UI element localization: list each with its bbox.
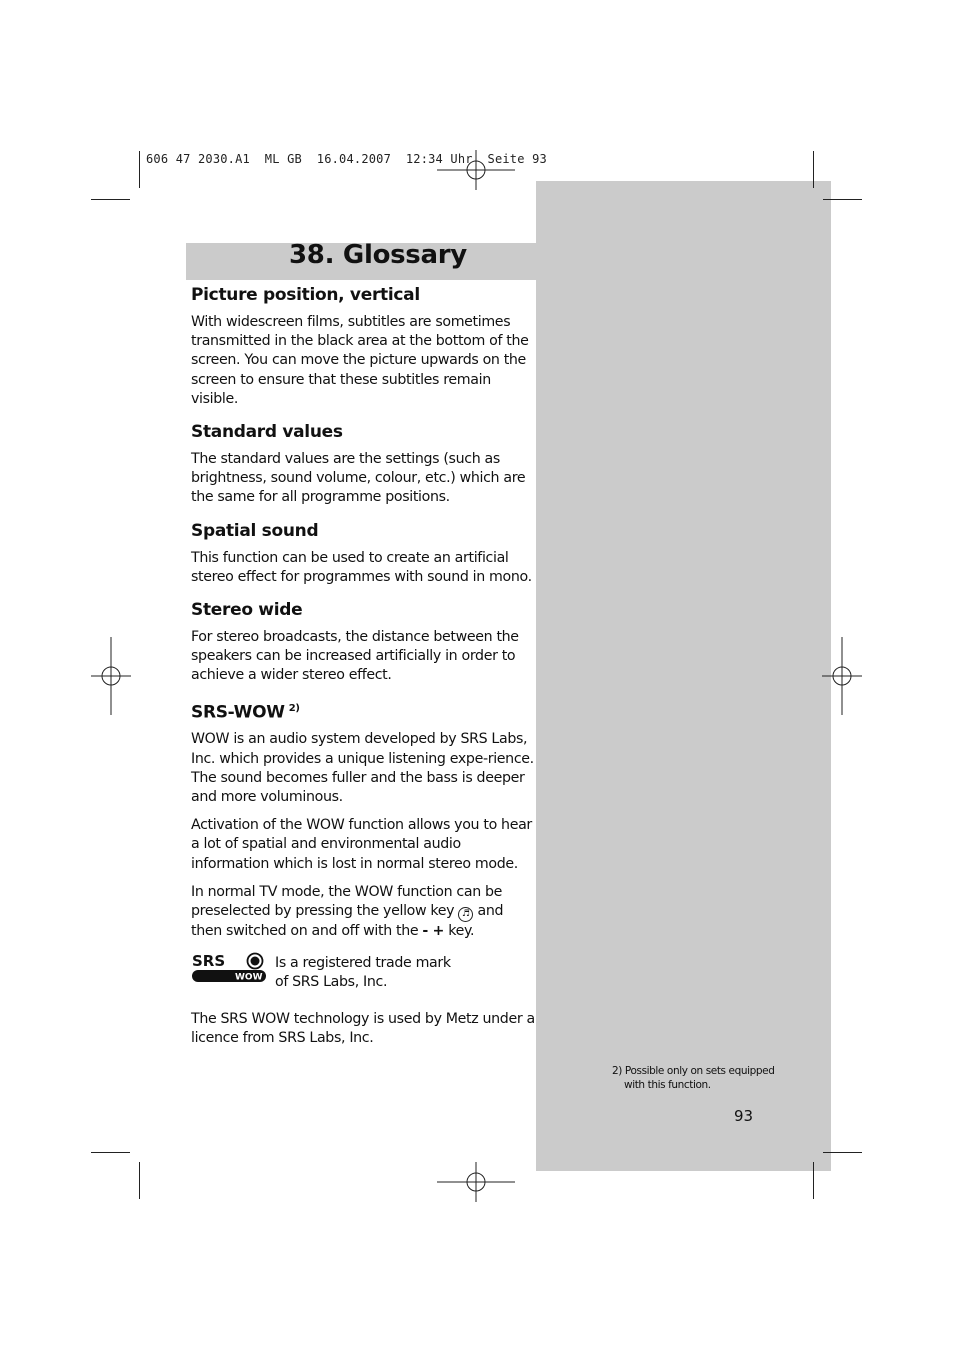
entry-text: For stereo broadcasts, the distance between the speakers can be increased artificially in order to achieve a wider stereo effect. bbox=[191, 629, 519, 684]
entry-text-licence: The SRS WOW technology is used by Metz under a licence from SRS Labs, Inc. bbox=[191, 1010, 535, 1046]
registration-mark-icon bbox=[437, 150, 515, 190]
registration-mark-icon bbox=[822, 637, 862, 715]
crop-mark bbox=[813, 1162, 814, 1199]
srs-logo-dot bbox=[251, 957, 260, 966]
registration-mark-icon bbox=[437, 1162, 515, 1202]
page-title: 38. Glossary bbox=[289, 240, 467, 270]
grey-sidebar-panel bbox=[536, 181, 831, 1171]
registration-mark-icon bbox=[91, 637, 131, 715]
minus-plus-keys: - + bbox=[422, 922, 445, 939]
srs-logo-text: SRS bbox=[192, 952, 226, 971]
entry-heading bbox=[191, 695, 536, 727]
entry-text-yellow-key bbox=[191, 883, 536, 941]
trademark-line-1: Is a registered trade mark bbox=[275, 955, 451, 972]
yellow-key-icon: ♬ bbox=[458, 907, 473, 922]
glossary-content bbox=[191, 281, 536, 1057]
entry-heading: Stereo wide bbox=[191, 600, 303, 621]
glossary-entry-stereo-wide bbox=[191, 596, 536, 686]
entry-text: With widescreen films, subtitles are sometimes transmitted in the black area at the bottom of the screen. You can move the picture upwards on the screen to ensure that these subtitles remain visible. bbox=[191, 314, 529, 407]
crop-mark bbox=[823, 1152, 862, 1153]
trademark-text bbox=[275, 954, 451, 992]
key-text-after: and then switched on and off with the bbox=[191, 902, 504, 939]
glossary-entry-standard-values bbox=[191, 418, 536, 508]
entry-heading: Picture position, vertical bbox=[191, 285, 420, 305]
trademark-notice bbox=[191, 950, 536, 1001]
crop-mark bbox=[91, 199, 130, 200]
crop-mark bbox=[139, 1162, 140, 1199]
trademark-line-2: of SRS Labs, Inc. bbox=[275, 974, 388, 991]
entry-text: The standard values are the settings (such as brightness, sound volume, colour, etc.) which are the same for all programme positions. bbox=[191, 451, 526, 506]
crop-mark bbox=[823, 199, 862, 200]
srs-wow-logo-icon bbox=[191, 952, 267, 984]
wow-logo-text: WOW bbox=[235, 972, 263, 983]
footnote-line-1: 2) Possible only on sets equipped bbox=[612, 1065, 775, 1077]
crop-mark bbox=[91, 1152, 130, 1153]
key-text-before: In normal TV mode, the WOW function can be preselected by pressing the yellow key bbox=[191, 883, 503, 919]
entry-heading: Spatial sound bbox=[191, 520, 319, 541]
page-number: 93 bbox=[734, 1107, 754, 1125]
crop-mark bbox=[139, 151, 140, 188]
key-text-end: key. bbox=[448, 922, 475, 939]
entry-heading-text: SRS-WOW bbox=[191, 702, 285, 723]
glossary-entry-spatial-sound bbox=[191, 517, 536, 587]
entry-heading: Standard values bbox=[191, 422, 343, 443]
footnote-ref: 2) bbox=[288, 702, 300, 714]
entry-text: WOW is an audio system developed by SRS Labs, Inc. which provides a unique listening expe-rience. The sound becomes fuller and the bass is deeper and more voluminous. bbox=[191, 731, 534, 805]
crop-mark bbox=[813, 151, 814, 188]
entry-text: Activation of the WOW function allows you to hear a lot of spatial and environmental audio information which is lost in normal stereo mode. bbox=[191, 817, 532, 872]
glossary-entry-srs-wow bbox=[191, 695, 536, 1048]
footnote bbox=[612, 1064, 812, 1092]
entry-text: This function can be used to create an artificial stereo effect for programmes with sound in mono. bbox=[191, 549, 532, 585]
print-header: 606 47 2030.A1 ML GB 16.04.2007 12:34 Uhr Seite 93 bbox=[146, 152, 547, 166]
glossary-entry-picture-position bbox=[191, 281, 536, 409]
footnote-line-2: with this function. bbox=[624, 1079, 711, 1091]
